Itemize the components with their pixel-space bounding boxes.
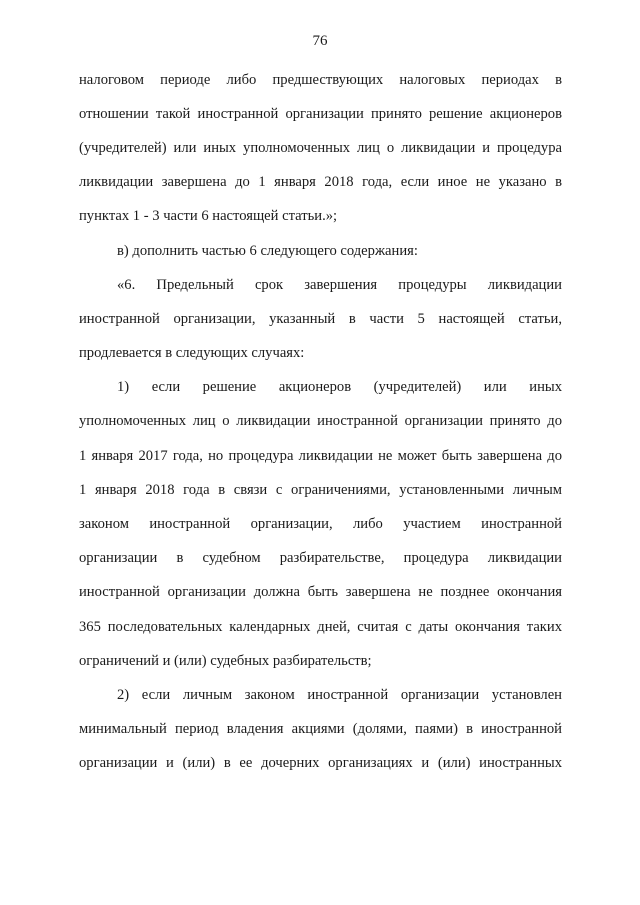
text-line: ограничений и (или) судебных разбирательств;	[79, 653, 372, 669]
text-line: (учредителей) или иных уполномоченных лиц о ликвидации и процедура	[79, 140, 562, 156]
text-line: «6. Предельный срок завершения процедуры ликвидации	[117, 277, 562, 293]
text-line: 365 последовательных календарных дней, считая с даты окончания таких	[79, 619, 562, 635]
text-line: ликвидации завершена до 1 января 2018 года, если иное не указано в	[79, 174, 562, 190]
text-line: 1 января 2018 года в связи с ограничениями, установленными личным	[79, 482, 562, 498]
text-line: законом иностранной организации, либо участием иностранной	[79, 516, 562, 532]
text-line: минимальный период владения акциями (долями, паями) в иностранной	[79, 721, 562, 737]
text-line: организации и (или) в ее дочерних организациях и (или) иностранных	[79, 755, 562, 771]
text-line: пунктах 1 - 3 части 6 настоящей статьи.»;	[79, 208, 338, 224]
page-number: 76	[312, 33, 328, 49]
text-line: иностранной организации должна быть завершена не позднее окончания	[79, 584, 562, 600]
text-line: организации в судебном разбирательстве, процедура ликвидации	[79, 550, 562, 566]
text-line: 2) если личным законом иностранной организации установлен	[117, 687, 562, 703]
text-line: 1 января 2017 года, но процедура ликвидации не может быть завершена до	[79, 448, 562, 464]
text-line: иностранной организации, указанный в части 5 настоящей статьи,	[79, 311, 562, 327]
text-line: отношении такой иностранной организации принято решение акционеров	[79, 106, 562, 122]
text-line: продлевается в следующих случаях:	[79, 345, 305, 361]
text-line: 1) если решение акционеров (учредителей) или иных	[117, 379, 562, 395]
text-line: налоговом периоде либо предшествующих налоговых периодах в	[79, 72, 562, 88]
text-line: в) дополнить частью 6 следующего содержания:	[117, 243, 418, 259]
text-line: уполномоченных лиц о ликвидации иностранной организации принято до	[79, 413, 562, 429]
